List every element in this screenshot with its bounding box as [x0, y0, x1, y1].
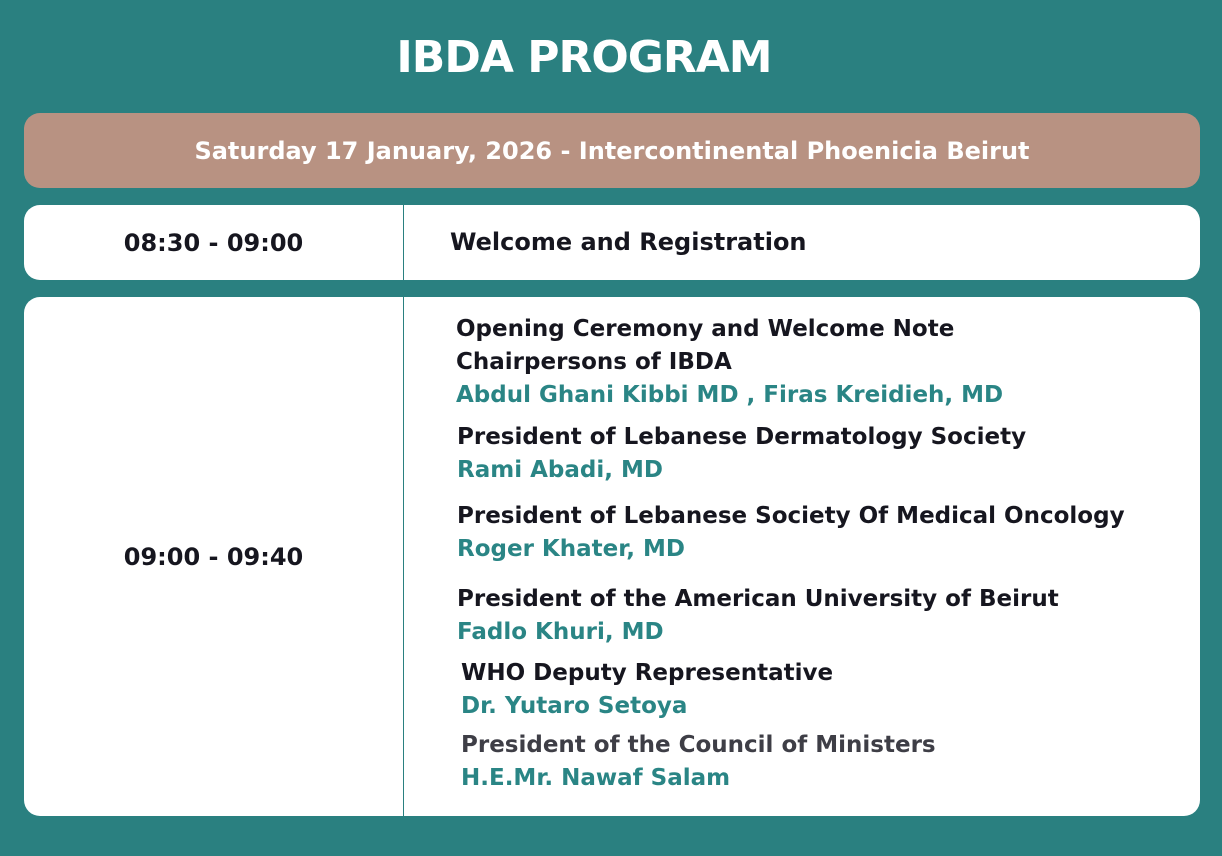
speaker-role: President of Lebanese Society Of Medical Oncology — [457, 503, 1125, 529]
session-row-registration — [24, 205, 1200, 280]
session-time: 09:00 - 09:40 — [24, 297, 404, 816]
session-time: 08:30 - 09:00 — [24, 205, 404, 280]
speaker-role: President of Lebanese Dermatology Society — [457, 424, 1027, 450]
speaker-entry — [457, 583, 1059, 648]
speaker-name: H.E.Mr. Nawaf Salam — [461, 765, 731, 791]
speaker-entry — [461, 729, 936, 794]
session-row-opening — [24, 297, 1200, 816]
speaker-name: Fadlo Khuri, MD — [457, 619, 664, 645]
chairpersons-names: Abdul Ghani Kibbi MD , Firas Kreidieh, MD — [456, 382, 1004, 408]
speaker-role: President of the American University of Beirut — [457, 586, 1059, 612]
opening-ceremony-block — [456, 313, 1003, 411]
speaker-role: WHO Deputy Representative — [461, 660, 834, 686]
speaker-name: Rami Abadi, MD — [457, 457, 663, 483]
speaker-role: President of the Council of Ministers — [461, 732, 936, 758]
chairpersons-label: Chairpersons of IBDA — [456, 349, 732, 375]
opening-title: Opening Ceremony and Welcome Note — [456, 316, 955, 342]
speaker-entry — [461, 657, 833, 722]
session-title: Welcome and Registration — [450, 228, 807, 256]
speaker-entry — [457, 421, 1026, 486]
date-venue-banner: Saturday 17 January, 2026 - Intercontinental Phoenicia Beirut — [24, 113, 1200, 188]
speaker-name: Roger Khater, MD — [457, 536, 685, 562]
speaker-entry — [457, 500, 1125, 565]
speaker-name: Dr. Yutaro Setoya — [461, 693, 688, 719]
page-title: IBDA PROGRAM — [396, 32, 772, 83]
